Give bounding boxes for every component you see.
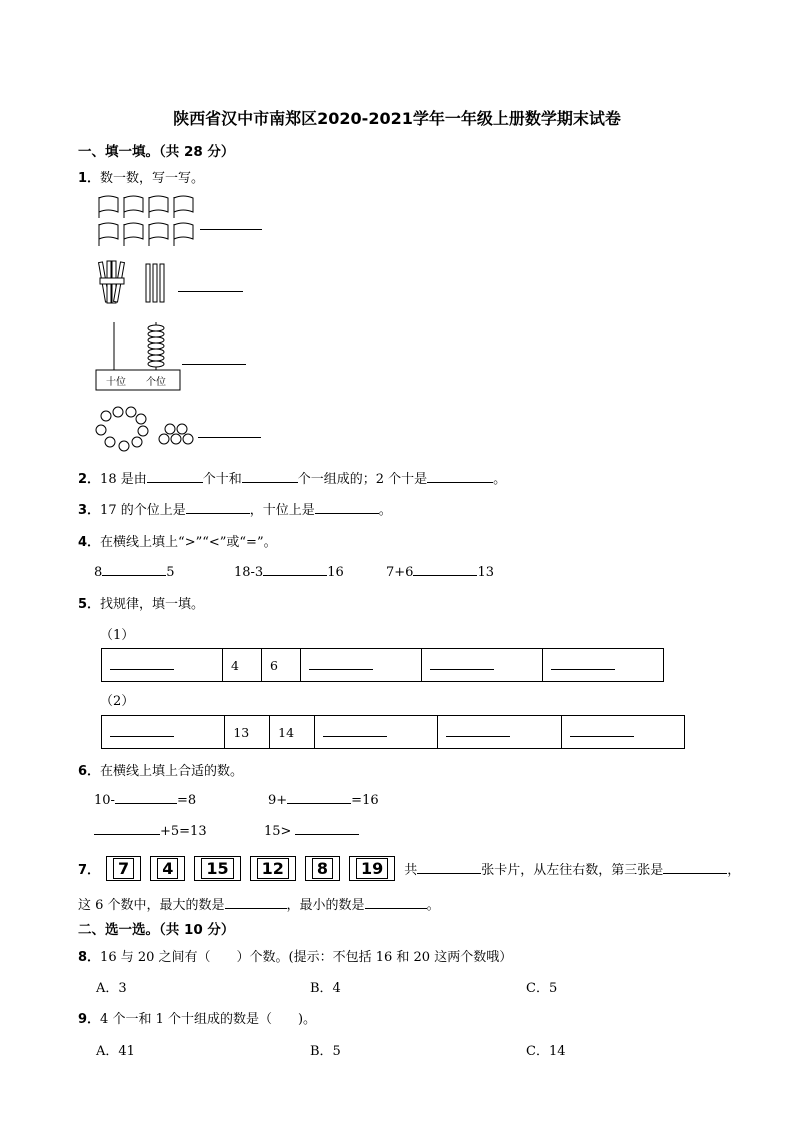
answer-blank[interactable] xyxy=(186,501,250,514)
part-label: （1） xyxy=(100,628,135,643)
sequence-cell[interactable] xyxy=(315,716,438,749)
answer-blank[interactable] xyxy=(182,352,246,365)
question-6: 6．在横线上填上合适的数。 xyxy=(78,764,244,779)
fill-item: +5=13 xyxy=(94,822,207,839)
ones-place-label: 个位 xyxy=(146,377,166,388)
answer-blank[interactable] xyxy=(263,563,327,576)
question-4: 4．在横线上填上“>”“<”或“=”。 xyxy=(78,535,277,550)
number-card: 4 xyxy=(150,856,185,881)
section-heading-1: 一、填一填。（共 28 分） xyxy=(78,144,235,160)
question-2: 2．18 是由 个十和 个一组成的；2 个十是 。 xyxy=(78,472,507,487)
answer-blank[interactable] xyxy=(417,861,481,874)
answer-blank[interactable] xyxy=(147,470,203,483)
option-a[interactable]: A．3 xyxy=(96,981,127,996)
answer-blank[interactable] xyxy=(413,563,477,576)
option-b[interactable]: B．4 xyxy=(310,981,341,996)
answer-blank[interactable] xyxy=(178,279,243,292)
tens-place-label: 十位 xyxy=(106,377,126,388)
question-7-continued: 这 6 个数中，最大的数是 ，最小的数是 。 xyxy=(78,898,440,913)
fill-item: 9+ =16 xyxy=(268,793,379,808)
answer-blank[interactable] xyxy=(663,861,727,874)
question-7: 7． 7 4 15 12 8 19 共 张卡片，从左往右数，第三张是 ， xyxy=(78,856,740,881)
sequence-cell[interactable] xyxy=(561,716,684,749)
answer-blank[interactable] xyxy=(427,470,493,483)
question-1 xyxy=(78,167,204,186)
answer-blank[interactable] xyxy=(295,822,359,835)
flags-illustration xyxy=(96,194,198,248)
sequence-cell[interactable] xyxy=(438,716,561,749)
question-5: 5．找规律，填一填。 xyxy=(78,597,205,612)
number-card: 7 xyxy=(106,856,141,881)
sequence-cell[interactable] xyxy=(543,649,664,682)
circles-illustration xyxy=(94,406,196,454)
option-a[interactable]: A．41 xyxy=(96,1044,135,1059)
page-title: 陕西省汉中市南郑区2020-2021学年一年级上册数学期末试卷 xyxy=(173,109,621,128)
compare-item: 8 5 xyxy=(94,565,175,580)
answer-blank[interactable] xyxy=(315,501,379,514)
question-text: 数一数，写一写。 xyxy=(100,171,205,186)
sticks-illustration xyxy=(96,258,176,306)
compare-item: 18-3 16 xyxy=(234,565,344,580)
number-card: 19 xyxy=(349,856,395,881)
number-card: 8 xyxy=(305,856,340,881)
part-label: （2） xyxy=(100,694,135,709)
sequence-table-2 xyxy=(101,715,685,749)
sequence-cell: 13 xyxy=(225,716,270,749)
answer-blank[interactable] xyxy=(115,791,177,804)
option-b[interactable]: B．5 xyxy=(310,1044,341,1059)
answer-blank[interactable] xyxy=(287,791,351,804)
sequence-cell: 14 xyxy=(270,716,315,749)
section-heading-2: 二、选一选。（共 10 分） xyxy=(78,922,235,938)
sequence-cell[interactable] xyxy=(102,716,225,749)
question-3: 3．17 的个位上是 ，十位上是 。 xyxy=(78,503,392,518)
answer-blank[interactable] xyxy=(102,563,166,576)
answer-blank[interactable] xyxy=(94,822,160,835)
sequence-cell: 6 xyxy=(262,649,301,682)
question-8: 8．16 与 20 之间有（ ）个数。(提示：不包括 16 和 20 这两个数哦） xyxy=(78,950,513,965)
number-card: 15 xyxy=(194,856,240,881)
question-number: 1． xyxy=(78,171,101,186)
compare-item: 7+6 13 xyxy=(386,565,494,580)
number-card: 12 xyxy=(250,856,296,881)
sequence-cell: 4 xyxy=(223,649,262,682)
option-c[interactable]: C．5 xyxy=(526,981,558,996)
fill-item: 10- =8 xyxy=(94,793,197,808)
sequence-table-1 xyxy=(101,648,664,682)
sequence-cell[interactable] xyxy=(301,649,422,682)
answer-blank[interactable] xyxy=(198,425,261,438)
fill-item: 15> xyxy=(264,822,359,839)
option-c[interactable]: C．14 xyxy=(526,1044,566,1059)
answer-blank[interactable] xyxy=(365,896,427,909)
question-9: 9．4 个一和 1 个十组成的数是（ )。 xyxy=(78,1012,317,1027)
answer-blank[interactable] xyxy=(242,470,298,483)
sequence-cell[interactable] xyxy=(102,649,223,682)
sequence-cell[interactable] xyxy=(422,649,543,682)
answer-blank[interactable] xyxy=(200,217,262,230)
answer-blank[interactable] xyxy=(225,896,287,909)
